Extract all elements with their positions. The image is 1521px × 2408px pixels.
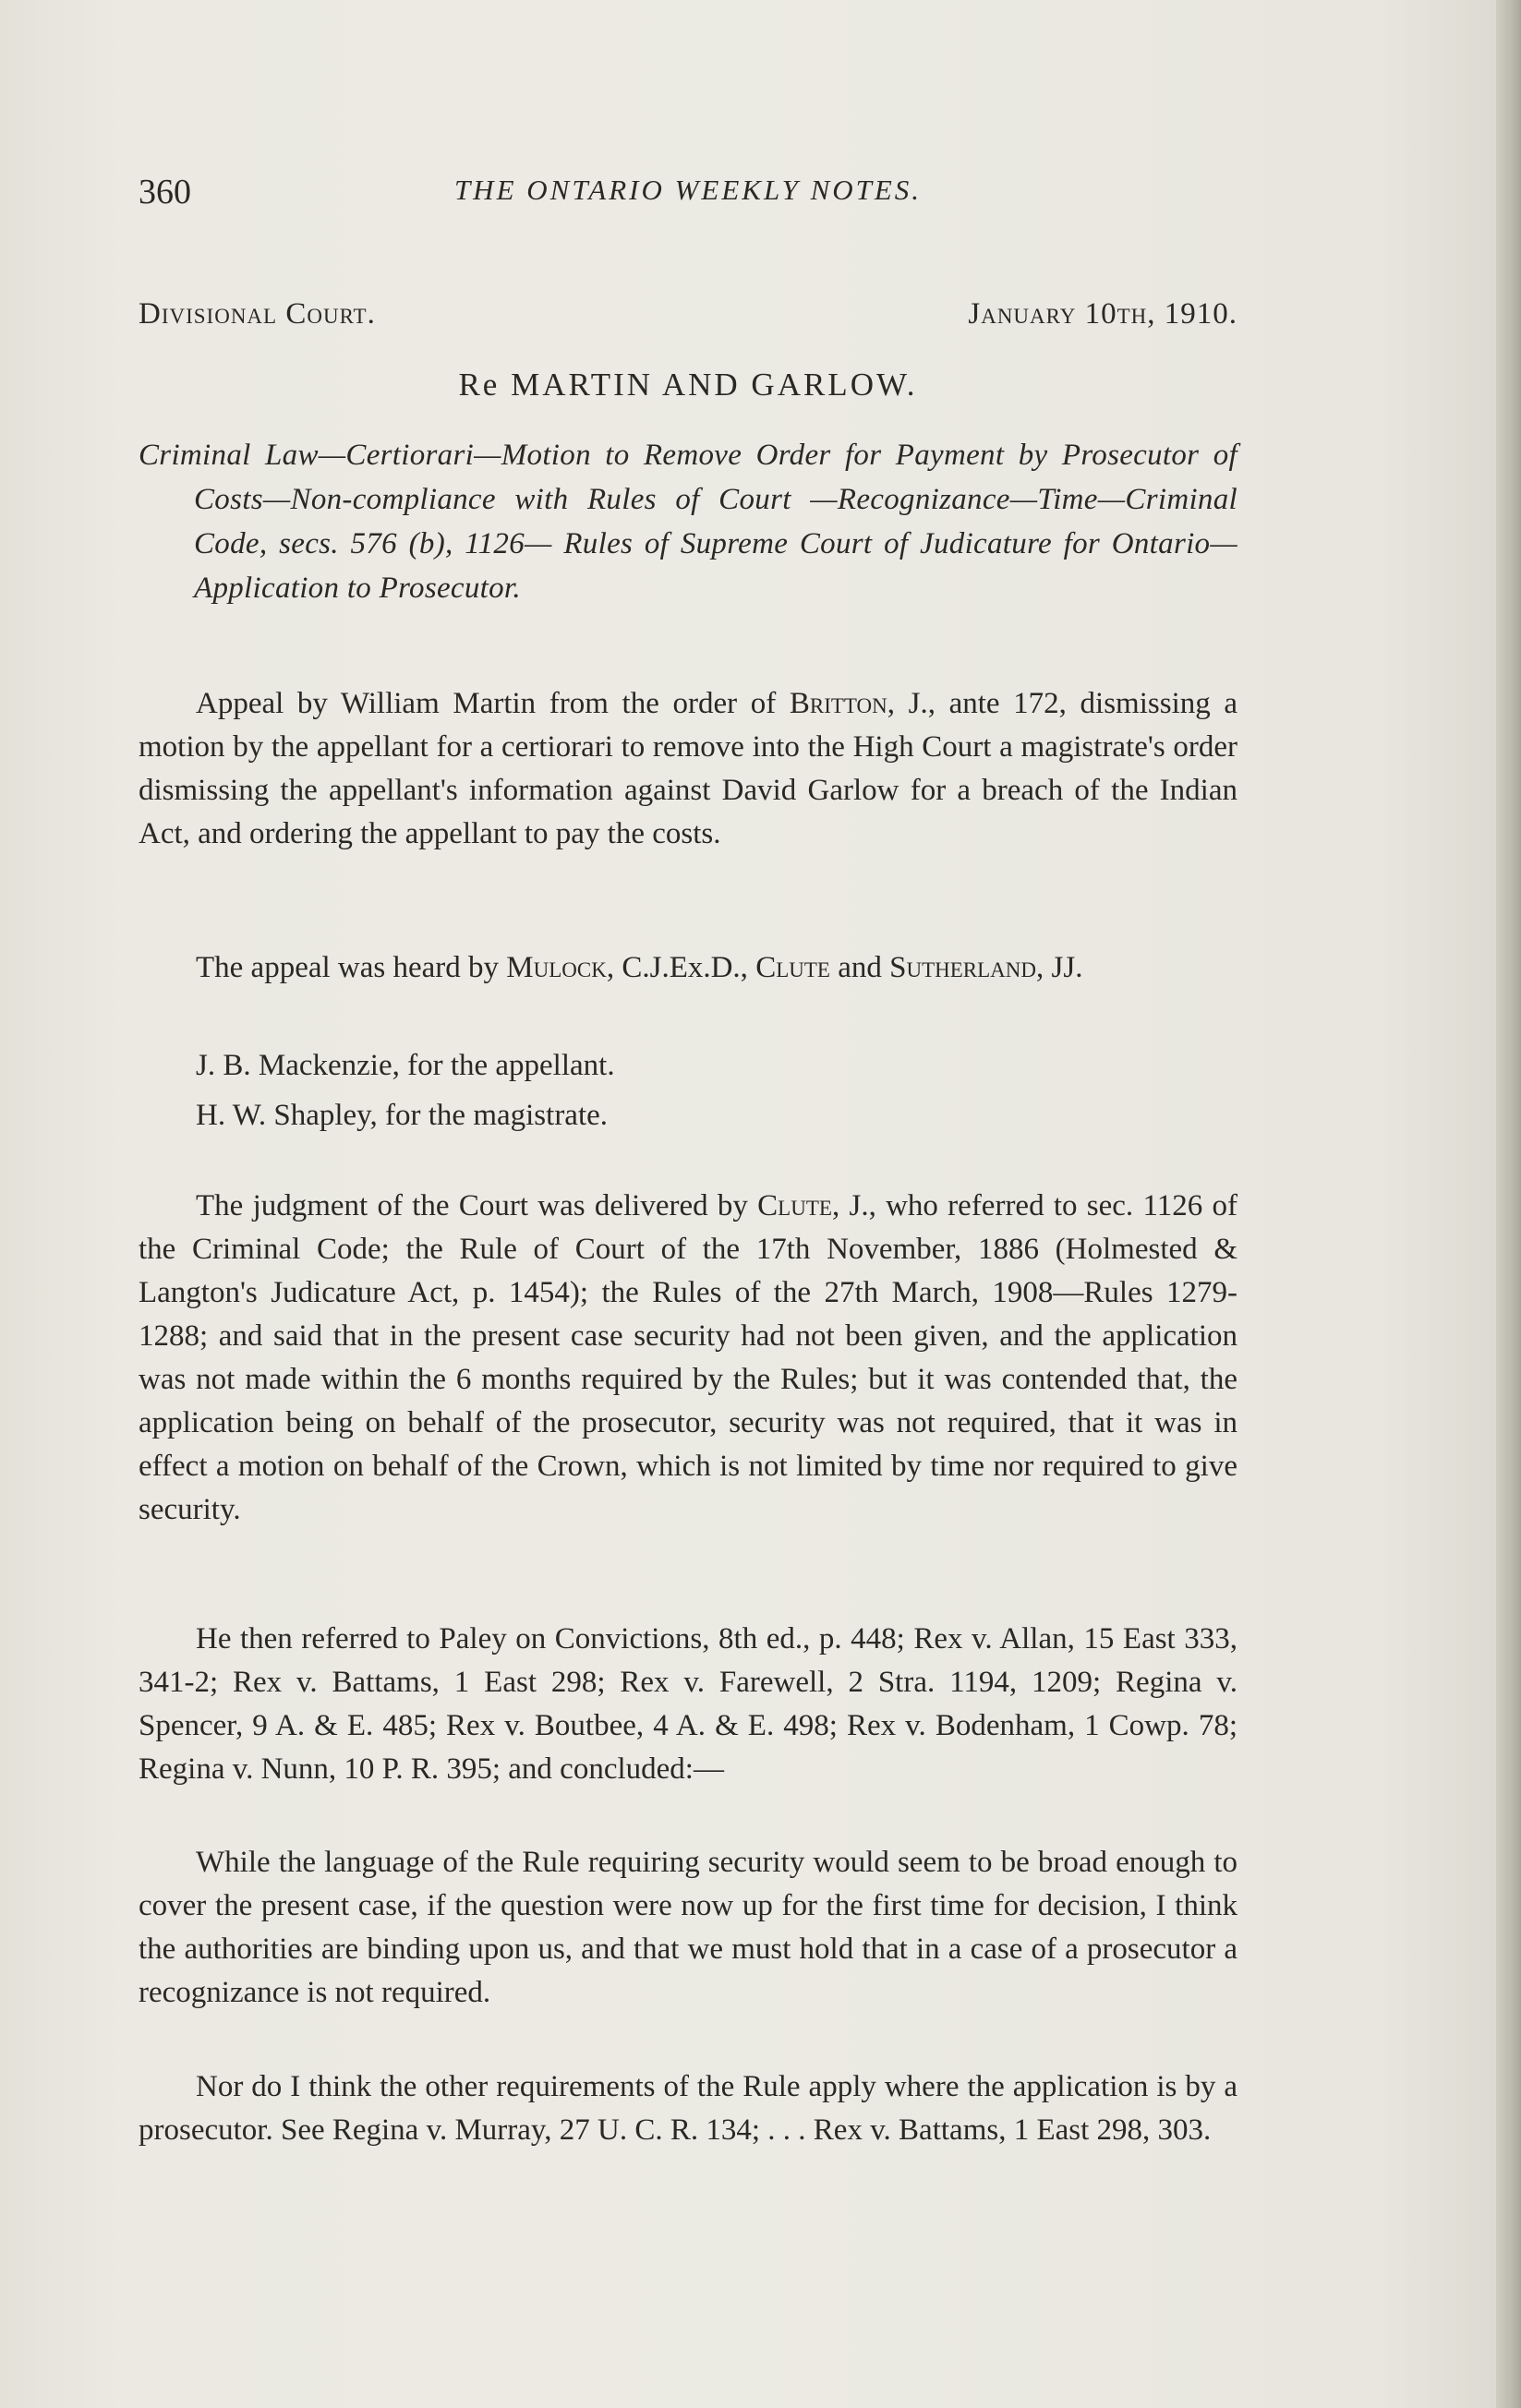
hearing-text-end: , JJ. [1036,951,1083,984]
hearing-text-start: The appeal was heard by [196,951,507,984]
judgment-text-start: The judgment of the Court was delivered by [196,1189,758,1222]
page-number: 360 [139,173,191,211]
quoted-paragraph-requirements: Nor do I think the other requirements of the Rule apply where the application is by a prosecutor. See Regina v. Murray, 27 U. C. R. 134; . . . Rex v. Battams, 1 East 298, 303. [139,2070,1237,2147]
judge-name-sutherland: Sutherland [889,951,1037,984]
page-header [139,172,1237,218]
appeal-text-start: Appeal by William Martin from the order of [196,687,790,720]
authorities-paragraph: He then referred to Paley on Convictions, 8th ed., p. 448; Rex v. Allan, 15 East 333, 341-2; Rex v. Battams, 1 East 298; Rex v. Farewell, 2 Stra. 1194, 1209; Regina v. Spencer, 9 A. & E. 485; Rex v. Boutbee, 4 A. & E. 498; Rex v. Bodenham, 1 Cowp. 78; Regina v. Nunn, 10 P. R. 395; and concluded:— [139,1622,1237,1786]
judge-name-mulock: Mulock [506,951,607,984]
judge-name-britton: Britton [789,687,887,720]
hearing-text-and: and [829,951,890,984]
court-name: Divisional Court. [139,297,376,331]
hearing-text-title: , C.J.Ex.D., [606,951,756,984]
judge-name-clute-judgment: Clute [757,1189,832,1222]
appeal-text-end: , J., ante 172, dismissing a motion by the appellant for a certiorari to remove into the High Court a magistrate's order dismissing the appellant's information against David Garlow for a breach of the Indian Act, and ordering the appellant to pay the costs. [139,687,1238,850]
running-head: THE ONTARIO WEEKLY NOTES. [453,174,923,206]
counsel-magistrate: H. W. Shapley, for the magistrate. [196,1099,609,1132]
quoted-paragraph-security: While the language of the Rule requiring security would seem to be broad enough to cover the present case, if the question were now up for the first time for decision, I think the authorities are binding upon us, and that we must hold that in a case of a prosecutor a recognizance is not required. [139,1846,1237,2009]
case-title: Re MARTIN AND GARLOW. [458,367,918,403]
appeal-paragraph [139,682,1237,856]
page-edge-shadow [1496,0,1521,2408]
judgment-text-end: , J., who referred to sec. 1126 of the Criminal Code; the Rule of Court of the 17th November, 1886 (Holmested & Langton's Judicature Act, p. 1454); the Rules of the 27th March, 1908—Rules 1279-1288; and said that in the present case security had not been given, and the application was not made within the 6 months required by the Rules; but it was contended that, the application being on behalf of the prosecutor, security was not required, that it was in effect a motion on behalf of the Crown, which is not limited by time nor required to give security. [139,1189,1237,1526]
judgment-date: January 10th, 1910. [968,297,1237,331]
hearing-paragraph [139,946,1237,990]
judge-name-clute: Clute [755,951,830,984]
counsel-appellant: J. B. Mackenzie, for the appellant. [196,1049,615,1082]
judgment-paragraph [139,1185,1237,1532]
court-line [139,297,1237,340]
headnote: Criminal Law—Certiorari—Motion to Remove Order for Payment by Prosecutor of Costs—Non-compliance with Rules of Court —Recognizance—Time—Criminal Code, secs. 576 (b), 1126— Rules of Supreme Court of Judicature for Ontario—Application to Prosecutor. [139,439,1237,605]
